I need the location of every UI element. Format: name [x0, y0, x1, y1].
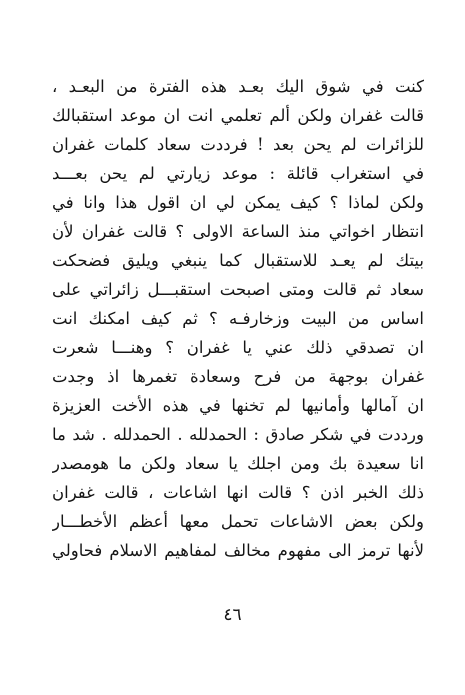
text-line: قالت غفران ولكن ألم تعلمي انت ان موعد استقبالك — [52, 106, 424, 125]
text-line: لأنها ترمز الى مفهوم مخالف لمفاهيم الاسلام فحاولي — [52, 541, 424, 560]
text-line: غفران بوجهة من فرح وسعادة تغمرها اذ وجدت — [52, 367, 424, 386]
text-line: بيتك لم يعـد للاستقبال كما ينبغي ويليق فضحكت — [52, 251, 424, 270]
text-line: ان آمالها وأمانيها لم تخنها في هذه الأخت العزيزة — [52, 396, 424, 415]
text-line: اساس من البيت وزخارفـه ؟ ثم كيف امكنك انت — [52, 309, 424, 328]
text-line: ولكن بعض الاشاعات تحمل معها أعظم الأخطـــار — [52, 512, 424, 531]
text-line: ذلك الخبر اذن ؟ قالت انها اشاعات ، قالت غفران — [52, 483, 424, 502]
text-line: للزائرات لم يحن بعد ! فرددت سعاد كلمات غفران — [52, 135, 424, 154]
text-line: انا سعيدة بك ومن اجلك يا سعاد ولكن ما هومصدر — [52, 454, 424, 473]
page-number: ٤٦ — [223, 605, 242, 625]
text-line: كنت في شوق اليك بعـد هذه الفترة من البعـد ، — [52, 77, 424, 96]
body-text — [52, 72, 424, 565]
text-line: ولكن لماذا ؟ كيف يمكن لي ان اقول هذا وانا في — [52, 193, 424, 212]
text-line: انتظار اخواتي منذ الساعة الاولى ؟ قالت غفران لأن — [52, 222, 424, 241]
text-line: سعاد ثم قالت ومتى اصبحت استقبـــل زائراتي على — [52, 280, 424, 299]
text-line: ورددت في شكر صادق : الحمدلله . الحمدلله . شد ما — [52, 425, 424, 444]
text-line: في استغراب قائلة : موعد زيارتي لم يحن بعـــد — [52, 164, 424, 183]
text-line: ان تصدقي ذلك عني يا غفران ؟ وهنـــا شعرت — [52, 338, 424, 357]
